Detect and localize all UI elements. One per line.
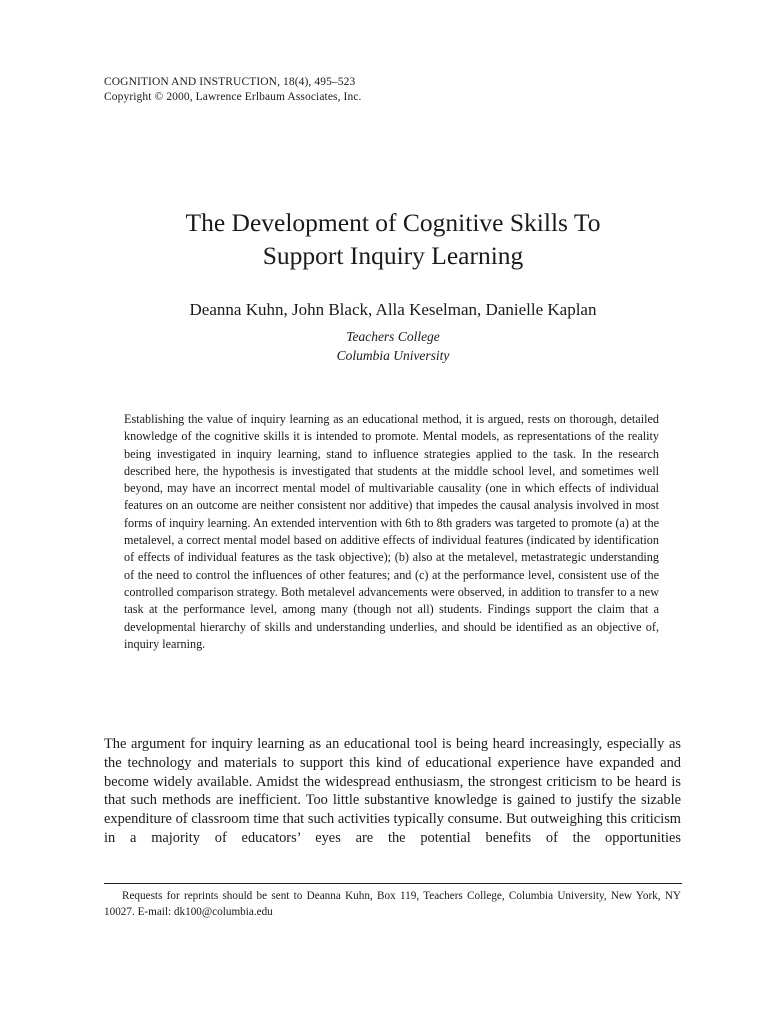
body-paragraph: The argument for inquiry learning as an educational tool is being heard increasingly, especially as the technology and materials to support this kind of educational experience have expanded and become widely available. Amidst the widespread enthusiasm, the strongest criticism to be heard is that such methods are inefficient. Too little substantive knowledge is gained to justify the sizable expenditure of classroom time that such activities typically consume. But outweighing this criticism in a majority of educators’ eyes are the potential benefits of the opportunities [104, 736, 681, 846]
abstract [124, 411, 659, 653]
paper-title [0, 206, 770, 272]
paper-title-line-1: The Development of Cognitive Skills To [185, 208, 601, 237]
affiliation [0, 327, 770, 365]
footnote-text: Requests for reprints should be sent to Deanna Kuhn, Box 119, Teachers College, Columbia University, New York, NY 10027. E-mail: dk100@columbia.edu [104, 890, 681, 918]
footnote [104, 888, 681, 920]
affiliation-university: Columbia University [336, 348, 450, 363]
abstract-text: Establishing the value of inquiry learning as an educational method, it is argued, rests on thorough, detailed knowledge of the cognitive skills it is intended to promote. Mental models, as representations of the reality being investigated in inquiry learning, stand to influence strategies applied to the task. In the research described here, the hypothesis is investigated that students at the middle school level, and sometimes well beyond, may have an incorrect mental model of multivariable causality (one in which effects of individual features on an outcome are neither consistent nor additive) that impedes the causal analysis involved in most forms of inquiry learning. An extended intervention with 6th to 8th graders was targeted to promote (a) at the metalevel, a correct mental model based on additive effects of individual features (indicated by identification of effects of individual features as the task objective); (b) also at the metalevel, metastrategic understanding of the need to control the influences of other features; and (c) at the performance level, consistent use of the controlled comparison strategy. Both metalevel advancements were observed, in addition to transfer to a new task at the performance level, among many (though not all) students. Findings support the claim that a developmental hierarchy of skills and understanding underlies, and should be identified as an objective of, inquiry learning. [124, 412, 659, 651]
affiliation-institution: Teachers College [346, 329, 440, 344]
paper-title-line-2: Support Inquiry Learning [262, 241, 524, 270]
footnote-divider [104, 883, 682, 884]
body-text [104, 735, 681, 848]
journal-citation: COGNITION AND INSTRUCTION, 18(4), 495–523 [104, 76, 356, 88]
journal-header [104, 75, 362, 105]
author-list: Deanna Kuhn, John Black, Alla Keselman, Danielle Kaplan [189, 300, 597, 319]
copyright-notice: Copyright © 2000, Lawrence Erlbaum Associates, Inc. [104, 91, 362, 103]
